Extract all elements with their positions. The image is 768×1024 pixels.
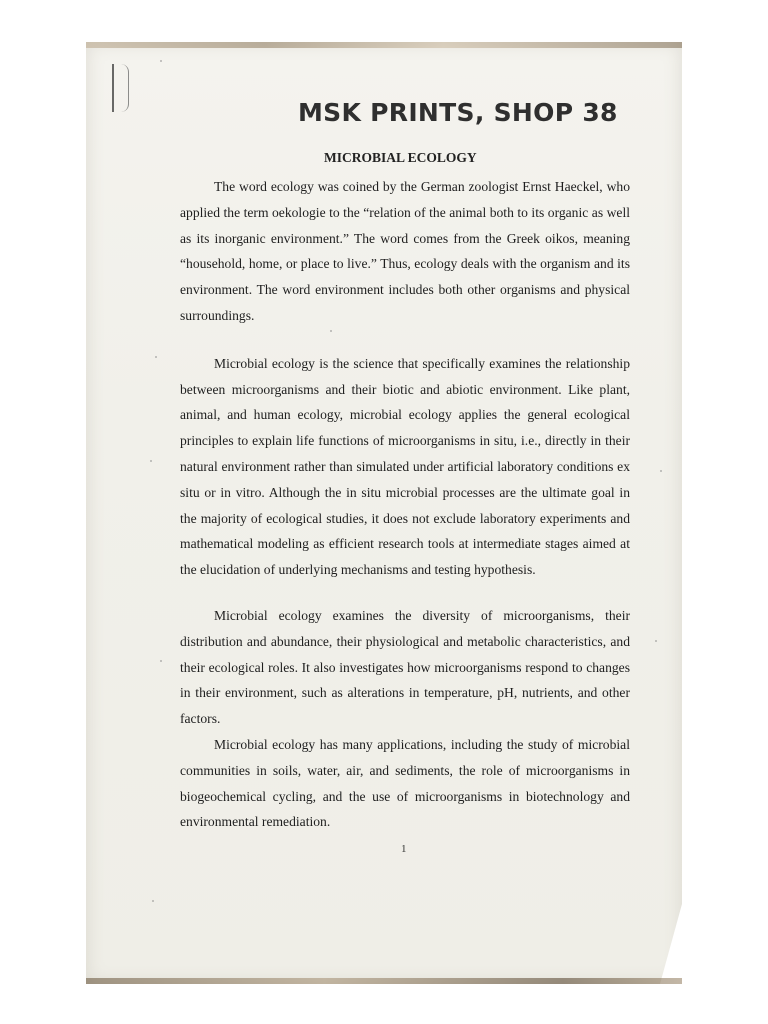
print-shop-header: MSK PRINTS, SHOP 38	[298, 98, 618, 127]
scan-speck	[152, 900, 154, 902]
scan-speck	[160, 660, 162, 662]
scan-speck	[660, 470, 662, 472]
document-title: MICROBIAL ECOLOGY	[324, 150, 477, 165]
scan-speck	[330, 330, 332, 332]
scan-speck	[160, 60, 162, 62]
paragraph-3: Microbial ecology examines the diversity of microorganisms, their distribution and abundance, their physiological and metabolic characteristics, and their ecological roles. It also investigates how microorganisms respond to changes in their environment, such as alterations in temperature, pH, nutrients, and other factors.	[180, 607, 630, 727]
scan-speck	[150, 460, 152, 462]
scan-speck	[655, 640, 657, 642]
paragraph-4: Microbial ecology has many applications, including the study of microbial communities in soils, water, air, and sediments, the role of microorganisms in biogeochemical cycling, and the use of microorganisms in biotechnology and environmental remediation.	[180, 736, 630, 830]
page-number: 1	[401, 843, 407, 855]
document-body	[180, 174, 630, 835]
margin-pen-mark	[112, 64, 129, 112]
folded-corner	[660, 904, 682, 984]
paragraph-2: Microbial ecology is the science that specifically examines the relationship between microorganisms and their biotic and abiotic environment. Like plant, animal, and human ecology, microbial ecology applies the general ecological principles to explain life functions of microorganisms in situ, i.e., directly in their natural environment rather than simulated under artificial laboratory conditions ex situ or in vitro. Although the in situ microbial processes are the ultimate goal in the majority of ecological studies, it does not exclude laboratory experiments and mathematical modeling as efficient research tools at intermediate stages aimed at the elucidation of underlying mechanisms and testing hypothesis.	[180, 355, 630, 578]
paragraph-1: The word ecology was coined by the German zoologist Ernst Haeckel, who applied the term oekologie to the “relation of the animal both to its organic as well as its inorganic environment.” The word comes from the Greek oikos, meaning “household, home, or place to live.” Thus, ecology deals with the organism and its environment. The word environment includes both other organisms and physical surroundings.	[180, 179, 630, 323]
scan-speck	[155, 356, 157, 358]
